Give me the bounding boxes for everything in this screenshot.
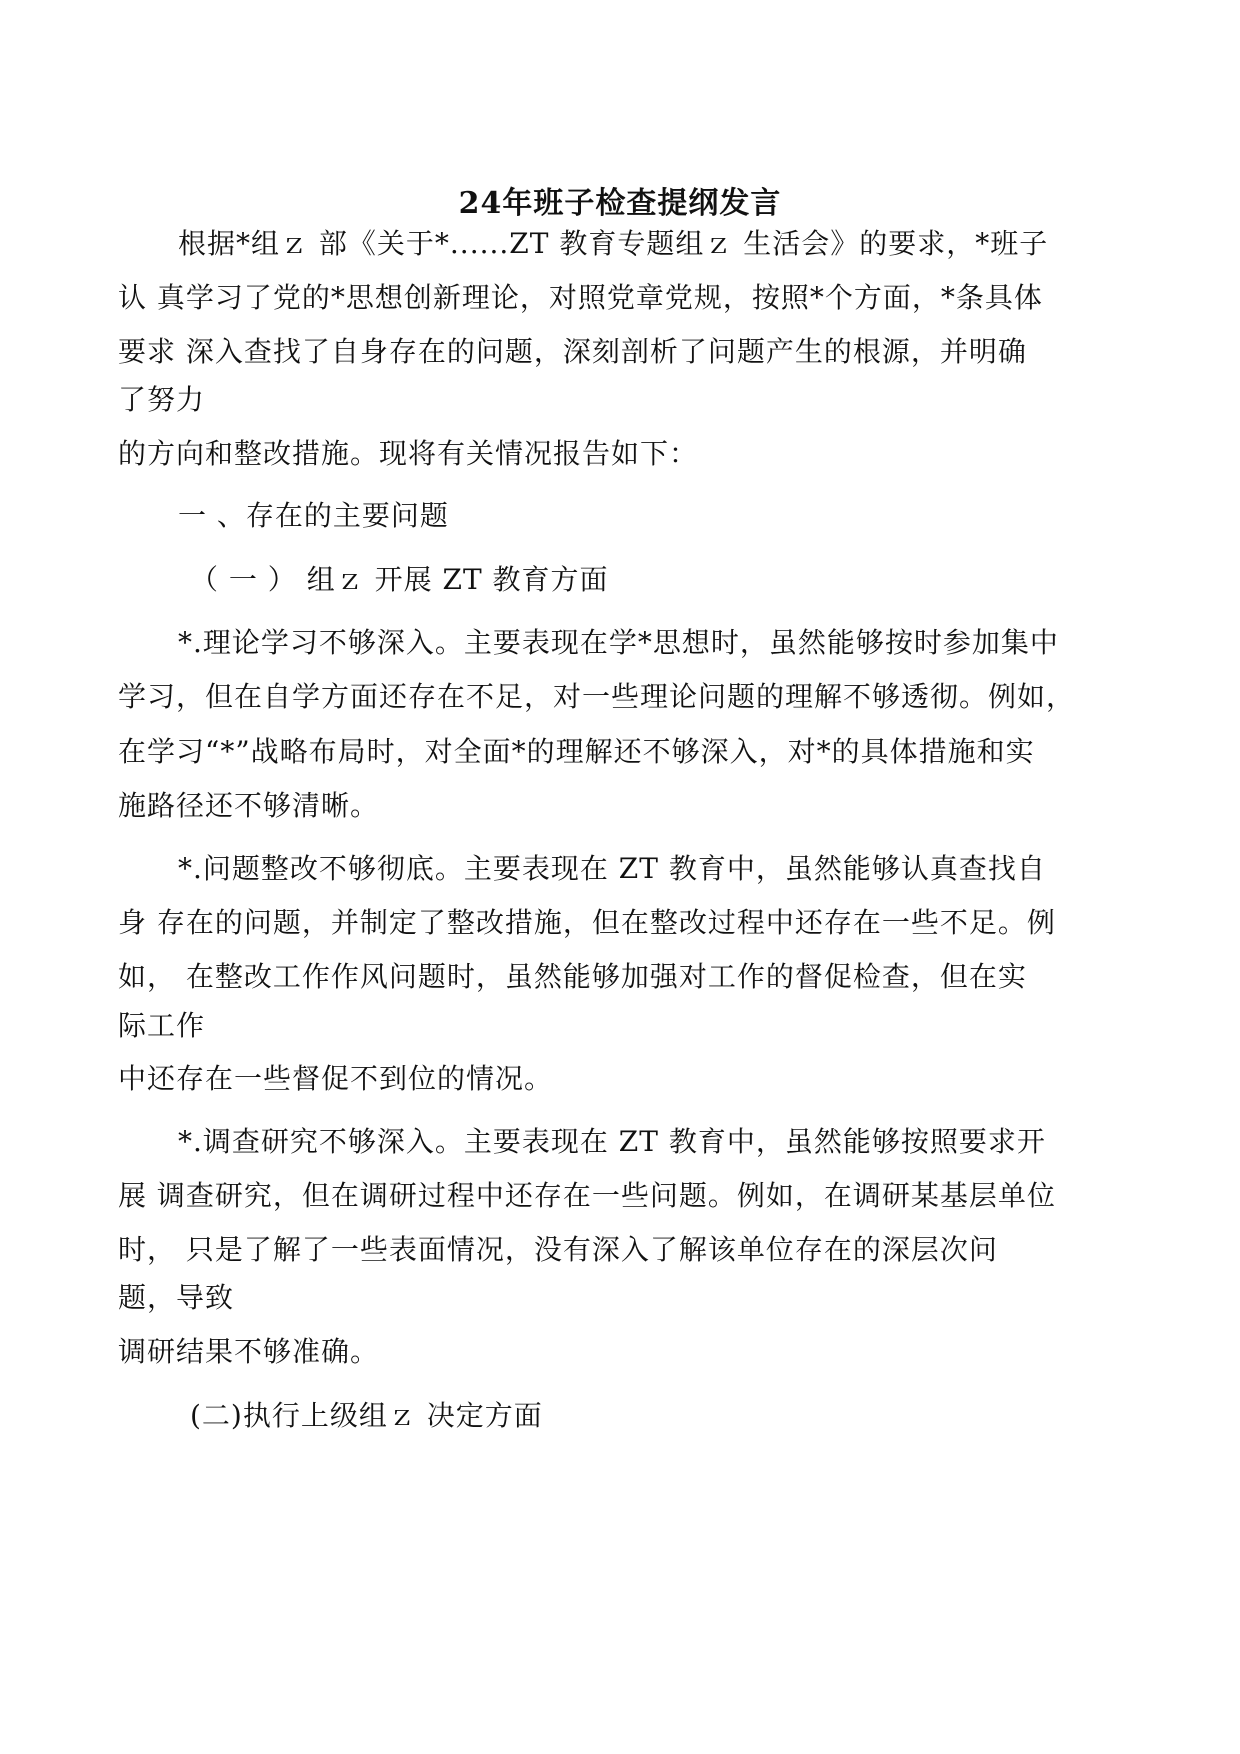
section-heading: 一 、存在的主要问题 [178, 499, 449, 532]
paragraph-line: 展 调查研究，但在调研过程中还存在一些问题。例如，在调研某基层单位 [118, 1179, 1056, 1212]
paragraph-line: 题，导致 [118, 1281, 235, 1314]
paragraph-line: 根据*组ｚ 部《关于*......ZT 教育专题组ｚ 生活会》的要求，*班子 [178, 227, 1049, 260]
paragraph-line: *.理论学习不够深入。主要表现在学*思想时，虽然能够按时参加集中 [178, 626, 1059, 659]
paragraph-line: 如， 在整改工作作风问题时，虽然能够加强对工作的督促检查，但在实 [118, 960, 1027, 993]
paragraph-line: 认 真学习了党的*思想创新理论，对照党章党规，按照*个方面，*条具体 [118, 281, 1043, 314]
paragraph-line: *.问题整改不够彻底。主要表现在 ZT 教育中，虽然能够认真查找自 [178, 852, 1046, 885]
paragraph-line: 施路径还不够清晰。 [118, 789, 380, 822]
paragraph-line: 中还存在一些督促不到位的情况。 [118, 1062, 554, 1095]
paragraph-line: 际工作 [118, 1009, 206, 1042]
paragraph-line: *.调查研究不够深入。主要表现在 ZT 教育中，虽然能够按照要求开 [178, 1125, 1046, 1158]
paragraph-line: 调研结果不够准确。 [118, 1335, 380, 1368]
paragraph-line: 了努力 [118, 383, 206, 416]
paragraph-line: 学习，但在自学方面还存在不足，对一些理论问题的理解不够透彻。例如， [118, 680, 1076, 713]
subsection-heading: (二)执行上级组ｚ 决定方面 [190, 1399, 543, 1432]
document-title: 24年班子检查提纲发言 [458, 186, 782, 221]
paragraph-line: 在学习“*”战略布局时，对全面*的理解还不够深入，对*的具体措施和实 [118, 735, 1035, 768]
subsection-heading: （ 一 ） 组ｚ 开展 ZT 教育方面 [190, 563, 609, 596]
paragraph-line: 时， 只是了解了一些表面情况，没有深入了解该单位存在的深层次问 [118, 1233, 998, 1266]
paragraph-line: 的方向和整改措施。现将有关情况报告如下： [118, 437, 699, 470]
paragraph-line: 要求 深入查找了自身存在的问题，深刻剖析了问题产生的根源，并明确 [118, 335, 1027, 368]
paragraph-line: 身 存在的问题，并制定了整改措施，但在整改过程中还存在一些不足。例 [118, 906, 1056, 939]
